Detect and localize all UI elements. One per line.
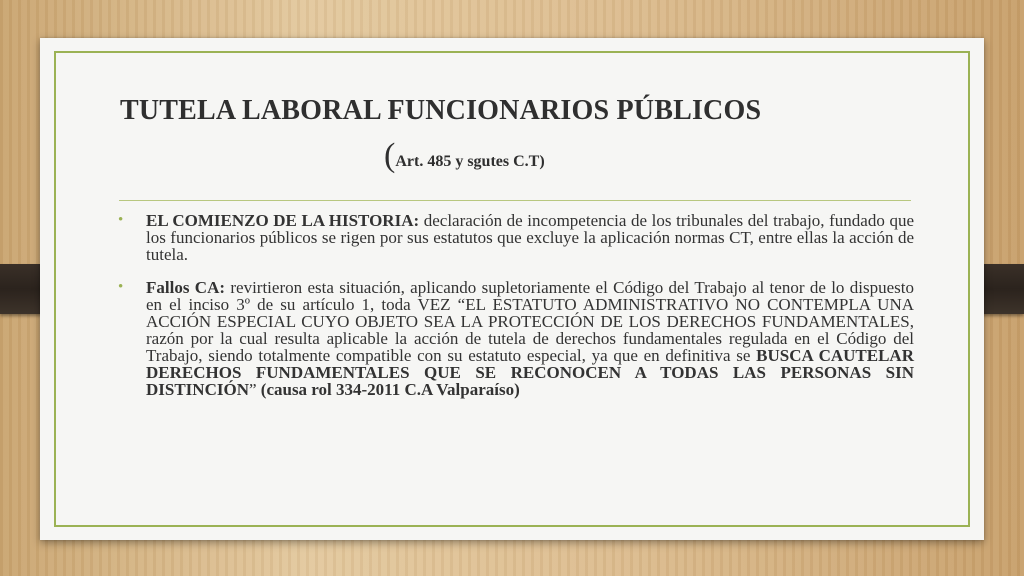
slide-card bbox=[40, 38, 984, 540]
bullet-lead: EL COMIENZO DE LA HISTORIA: bbox=[146, 211, 420, 230]
bullet-emphasis: BUSCA CAUTELAR DERECHOS FUNDAMENTALES QUE SE RECONOCEN A TODAS LAS PERSONAS SIN DISTINCIÓN bbox=[146, 346, 914, 399]
title-divider bbox=[119, 200, 911, 201]
slide-body bbox=[114, 212, 914, 414]
bullet-lead: Fallos CA: bbox=[146, 278, 226, 297]
subtitle-text: Art. 485 y sgutes C.T bbox=[395, 153, 540, 170]
subtitle-close-paren: ) bbox=[539, 153, 545, 170]
subtitle-open-paren: ( bbox=[384, 137, 396, 174]
bullet-icon: • bbox=[118, 212, 124, 228]
bullet-citation: (causa rol 334-2011 C.A Valparaíso) bbox=[256, 380, 520, 399]
slide-title: TUTELA LABORAL FUNCIONARIOS PÚBLICOS bbox=[120, 95, 762, 126]
bullet-item-fallos bbox=[114, 279, 914, 398]
bullet-closing-quote: ” bbox=[248, 380, 257, 399]
bullet-item-historia bbox=[114, 212, 914, 263]
bullet-icon: • bbox=[118, 279, 124, 295]
slide-subtitle bbox=[384, 137, 545, 175]
bullet-text: declaración de incompetencia de los tribunales del trabajo, fundado que los funcionarios públicos se rigen por sus estatutos que excluye la aplicación normas CT, entre ellas la acción de tutela. bbox=[146, 211, 914, 264]
bullet-text: revirtieron esta situación, aplicando supletoriamente el Código del Trabajo al tenor de lo dispuesto en el inciso 3º de su artículo 1, toda VEZ “EL ESTATUTO ADMINISTRATIVO NO CONTEMPLA UNA ACCIÓN ESPECIAL CUYO OBJETO SEA LA PROTECCIÓN DE LOS DERECHOS FUNDAMENTALES, razón por la cual resulta aplicable la acción de tutela de derechos fundamentales regulada en el Código del Trabajo, siendo totalmente compatible con su estatuto especial, ya que en definitiva se bbox=[146, 278, 914, 365]
